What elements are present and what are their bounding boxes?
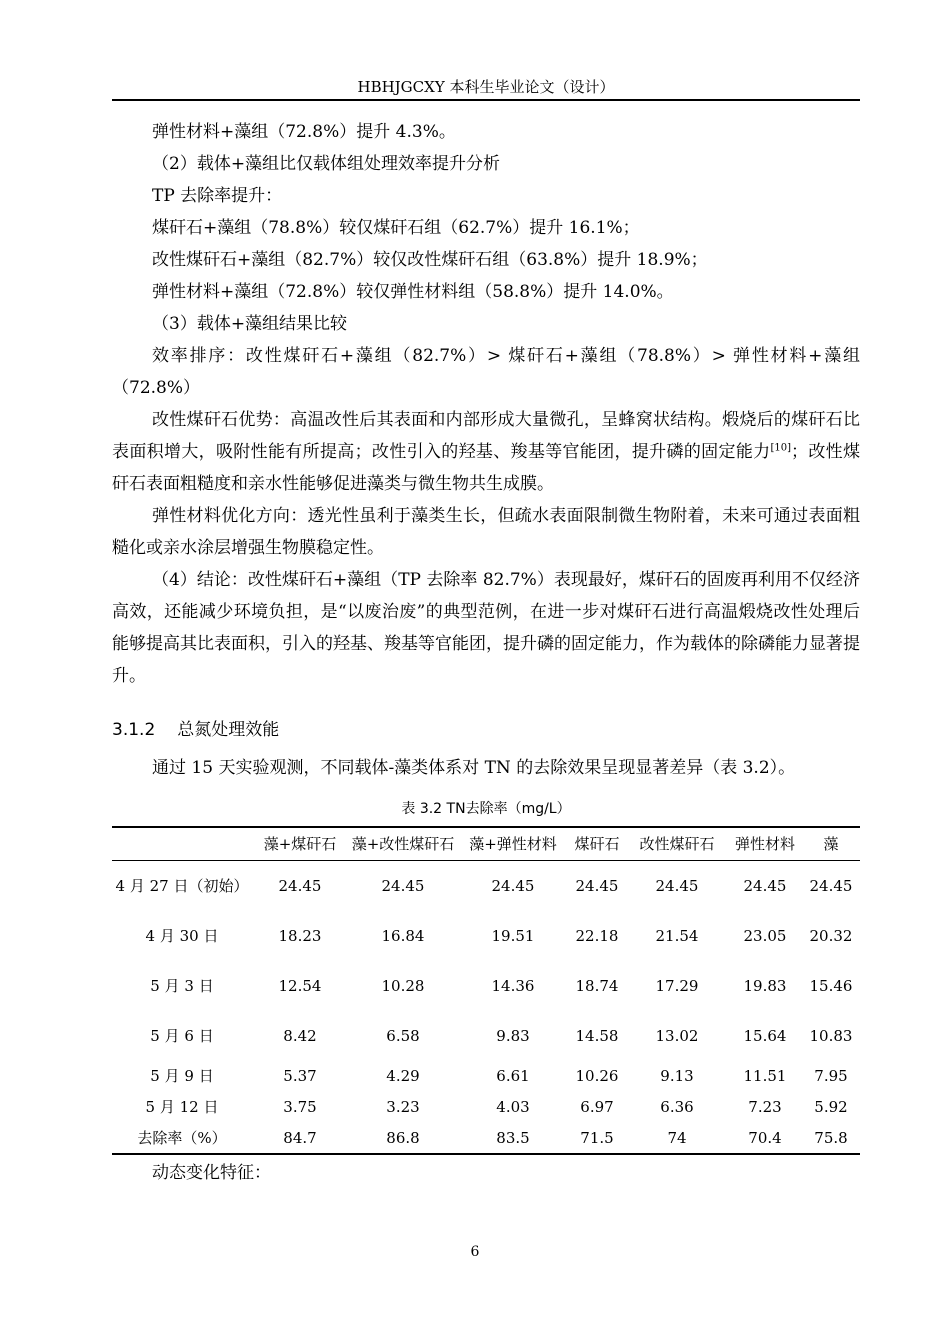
table-row xyxy=(112,1061,860,1092)
paragraph: 通过 15 天实验观测，不同载体-藻类体系对 TN 的去除效果呈现显著差异（表 3.2）。 xyxy=(152,758,796,778)
section-number: 3.1.2 xyxy=(112,720,156,740)
table-cell: 24.45 xyxy=(809,876,853,895)
table-cell: 17.29 xyxy=(655,976,699,995)
table-header-cell: 改性煤矸石 xyxy=(626,827,728,861)
table-row xyxy=(112,911,860,961)
section-heading xyxy=(112,714,860,746)
table-cell: 10.26 xyxy=(575,1067,619,1085)
table-caption: 表 3.2 TN去除率（mg/L） xyxy=(401,801,571,817)
paragraph: 弹性材料+藻组（72.8%）提升 4.3%。 xyxy=(152,122,456,142)
table-header-cell xyxy=(112,827,252,861)
table-row xyxy=(112,861,860,911)
table-cell: 22.18 xyxy=(575,926,619,945)
table-header-row xyxy=(112,827,860,861)
tn-removal-table xyxy=(112,826,860,1155)
paragraph-text: 改性煤矸石优势：高温改性后其表面和内部形成大量微孔，呈蜂窝状结构。煅烧后的煤矸石比表面积增大，吸附性能有所提高；改性引入的羟基、羧基等官能团，提升磷的固定能力 xyxy=(112,410,860,462)
table-cell: 70.4 xyxy=(728,1123,802,1154)
table-cell: 5 月 3 日 xyxy=(150,976,214,995)
table-cell: 10.83 xyxy=(809,1026,853,1045)
paragraph: 弹性材料+藻组（72.8%）较仅弹性材料组（58.8%）提升 14.0%。 xyxy=(152,282,674,302)
table-cell: 3.75 xyxy=(283,1098,317,1116)
table-cell: 3.23 xyxy=(386,1098,420,1116)
table-cell: 84.7 xyxy=(252,1123,348,1154)
paragraph: TP 去除率提升： xyxy=(152,186,283,206)
table-cell: 6.36 xyxy=(660,1098,694,1116)
table-cell: 9.13 xyxy=(660,1067,694,1085)
paragraph: 弹性材料优化方向：透光性虽利于藻类生长，但疏水表面限制微生物附着，未来可通过表面粗糙化或亲水涂层增强生物膜稳定性。 xyxy=(112,506,860,558)
table-cell: 75.8 xyxy=(802,1123,860,1154)
citation-ref[interactable]: [10] xyxy=(770,442,792,454)
table-cell: 74 xyxy=(626,1123,728,1154)
table-row xyxy=(112,1011,860,1061)
table-cell: 4 月 30 日 xyxy=(145,926,219,945)
table-cell: 5 月 6 日 xyxy=(150,1026,214,1045)
table-header-cell: 藻+改性煤矸石 xyxy=(348,827,458,861)
paragraph: 改性煤矸石+藻组（82.7%）较仅改性煤矸石组（63.8%）提升 18.9%； xyxy=(152,250,708,270)
section-title: 总氮处理效能 xyxy=(177,720,280,740)
paragraph: （4）结论：改性煤矸石+藻组（TP 去除率 82.7%）表现最好，煤矸石的固废再利用不仅经济高效，还能减少环境负担，是“以废治废”的典型范例，在进一步对煤矸石进行高温煅烧改性处理后能够提高其比表面积，引入的羟基、羧基等官能团，提升磷的固定能力，作为载体的除磷能力显著提升。 xyxy=(112,570,860,686)
table-cell: 15.64 xyxy=(743,1026,787,1045)
table-cell: 19.83 xyxy=(743,976,787,995)
table-cell: 16.84 xyxy=(381,926,425,945)
table-header-cell: 藻+煤矸石 xyxy=(252,827,348,861)
table-cell: 8.42 xyxy=(283,1026,317,1045)
table-cell: 4.29 xyxy=(386,1067,420,1085)
table-cell: 83.5 xyxy=(458,1123,568,1154)
table-cell: 7.23 xyxy=(748,1098,782,1116)
header-rule xyxy=(112,99,860,101)
table-cell: 10.28 xyxy=(381,976,425,995)
paragraph-text: ；改性煤矸石表面粗糙度和亲水性能够促进藻类与微生物共生成膜。 xyxy=(112,442,861,494)
table-header-cell: 藻+弹性材料 xyxy=(458,827,568,861)
table-cell: 24.45 xyxy=(575,876,619,895)
paragraph xyxy=(112,404,860,500)
paragraph: （2）载体+藻组比仅载体组处理效率提升分析 xyxy=(152,154,501,174)
table-cell: 24.45 xyxy=(491,876,535,895)
paragraph: 效率排序：改性煤矸石+藻组（82.7%）> 煤矸石+藻组（78.8%）> 弹性材料+藻组（72.8%） xyxy=(112,346,860,398)
table-cell: 14.36 xyxy=(491,976,535,995)
table-cell: 24.45 xyxy=(381,876,425,895)
table-cell: 4 月 27 日（初始） xyxy=(115,876,249,895)
table-cell: 去除率（%） xyxy=(112,1123,252,1154)
table-cell: 15.46 xyxy=(809,976,853,995)
table-header-cell: 弹性材料 xyxy=(728,827,802,861)
table-cell: 4.03 xyxy=(496,1098,530,1116)
table-cell: 24.45 xyxy=(743,876,787,895)
table-header-cell: 煤矸石 xyxy=(568,827,626,861)
body-content xyxy=(112,116,860,1189)
table-cell: 14.58 xyxy=(575,1026,619,1045)
table-cell: 18.74 xyxy=(575,976,619,995)
table-cell: 19.51 xyxy=(491,926,535,945)
table-cell: 86.8 xyxy=(348,1123,458,1154)
table-cell: 23.05 xyxy=(743,926,787,945)
table-row xyxy=(112,961,860,1011)
table-cell: 18.23 xyxy=(278,926,322,945)
table-cell: 24.45 xyxy=(655,876,699,895)
table-cell: 6.61 xyxy=(496,1067,530,1085)
table-cell: 21.54 xyxy=(655,926,699,945)
table-cell: 6.58 xyxy=(386,1026,420,1045)
table-row xyxy=(112,1092,860,1123)
table-cell: 9.83 xyxy=(496,1026,530,1045)
page-number: 6 xyxy=(470,1244,480,1260)
table-cell: 7.95 xyxy=(814,1067,848,1085)
paragraph: 动态变化特征： xyxy=(152,1162,271,1183)
running-header: HBHJGCXY 本科生毕业论文（设计） xyxy=(357,78,615,96)
paragraph: 煤矸石+藻组（78.8%）较仅煤矸石组（62.7%）提升 16.1%； xyxy=(152,218,640,238)
table-cell: 13.02 xyxy=(655,1026,699,1045)
table-header-cell: 藻 xyxy=(802,827,860,861)
table-cell: 5.92 xyxy=(814,1098,848,1116)
table-row xyxy=(112,1123,860,1154)
table-cell: 5 月 12 日 xyxy=(145,1098,219,1116)
table-cell: 12.54 xyxy=(278,976,322,995)
table-cell: 5 月 9 日 xyxy=(150,1067,214,1085)
table-cell: 20.32 xyxy=(809,926,853,945)
table-cell: 24.45 xyxy=(278,876,322,895)
table-cell: 5.37 xyxy=(283,1067,317,1085)
table-cell: 6.97 xyxy=(580,1098,614,1116)
paragraph: （3）载体+藻组结果比较 xyxy=(152,314,348,334)
table-cell: 11.51 xyxy=(743,1067,787,1085)
table-cell: 71.5 xyxy=(568,1123,626,1154)
